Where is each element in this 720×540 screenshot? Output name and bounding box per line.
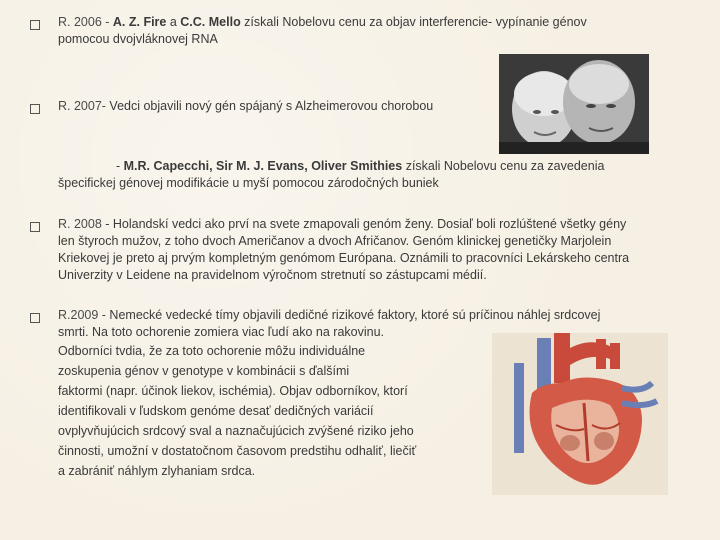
item-2006 [58,14,688,48]
item-2008 [58,216,708,284]
item-2008-line4: Univerzity v Leidene na pravidelnom výročnom stretnutí so zástupcami médií. [58,268,487,282]
item-2008-line3: Kriekovej je preto aj prvým kompletným genómom Európana. Oznámili to pracovníci Lekárskeho centra [58,251,630,265]
bullet-icon [30,313,40,323]
item-2009-line2: smrti. Na toto ochorenie zomiera viac ľudí ako na rakovinu. [58,325,385,339]
item-2008-line2: len štyroch mužov, z toho dvoch Američanov a dvoch Afričanov. Genóm klinickej genetičky Marjolein [58,234,612,248]
elderly-couple-photo [499,54,649,154]
bullet-icon [30,104,40,114]
heart-anatomy-icon [492,333,668,495]
item-2009-line4: zoskupenia génov v genotype v kombinácii s ďalšími [58,364,350,378]
item-2006-line2: pomocou dvojvláknovej RNA [58,32,218,46]
bullet-icon [30,222,40,232]
item-2009-line1: R.2009 - Nemecké vedecké tímy objavili dedičné rizikové faktory, ktoré sú príčinou náhlej srdcovej [58,308,601,322]
item-2008-line1: R. 2008 - Holandskí vedci ako prví na svete zmapovali genóm ženy. Dosiaľ boli rozlúštené všetky gény [58,217,627,231]
photo-drawing-icon [499,54,649,154]
item-2007 [58,98,488,115]
item-2007-nobel [58,158,698,192]
item-2006-line1: R. 2006 - A. Z. Fire a C.C. Mello získali Nobelovu cenu za objav interferencie- vypínanie génov [58,15,587,29]
item-2009-line7: ovplyvňujúcich srdcový sval a naznačujúcich zvýšené riziko jeho [58,424,414,438]
item-2009-line6: identifikovali v ľudskom genóme desať dedičných variácií [58,404,374,418]
item-2009-line8: činnosti, umožní v dostatočnom časovom predstihu odhaliť, liečiť [58,444,417,458]
item-2007-line1: R. 2007- Vedci objavili nový gén spájaný s Alzheimerovou chorobou [58,99,434,113]
item-2007-nobel-line2: špecifickej génovej modifikácie u myší pomocou zárodočných buniek [58,176,439,190]
item-2007-nobel-line1: - M.R. Capecchi, Sir M. J. Evans, Oliver Smithies získali Nobelovu cenu za zavedenia [116,159,605,173]
item-2009-line5: faktormi (napr. účinok liekov, ischémia). Objav odborníkov, ktorí [58,384,408,398]
heart-illustration [492,333,668,495]
item-2009-line3: Odborníci tvdia, že za toto ochorenie môžu individuálne [58,344,366,358]
item-2009-line9: a zabrániť náhlym zlyhaniam srdca. [58,464,256,478]
bullet-icon [30,20,40,30]
